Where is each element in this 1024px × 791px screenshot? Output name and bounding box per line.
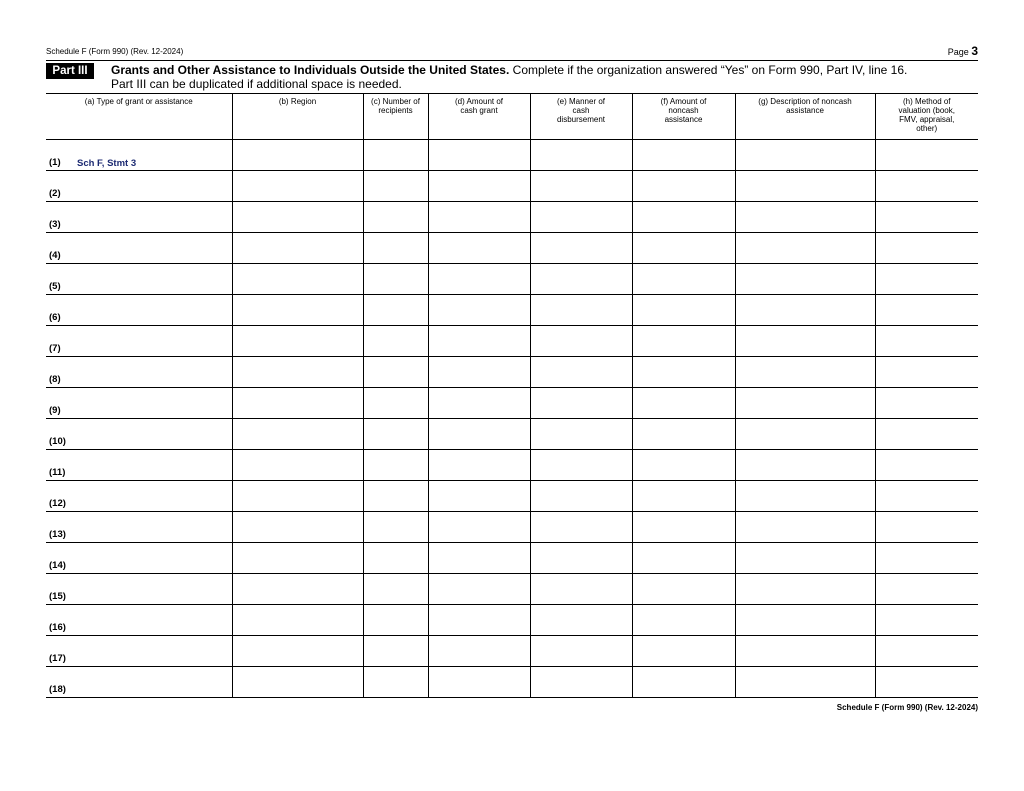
table-cell[interactable] <box>875 264 978 295</box>
type-of-grant-cell[interactable] <box>46 140 232 171</box>
table-cell[interactable] <box>632 233 735 264</box>
table-cell[interactable] <box>530 667 632 698</box>
table-cell[interactable] <box>530 574 632 605</box>
table-cell[interactable] <box>428 419 530 450</box>
table-row <box>46 171 978 202</box>
table-row <box>46 450 978 481</box>
table-cell[interactable] <box>632 419 735 450</box>
table-cell[interactable] <box>363 419 428 450</box>
column-header <box>428 94 530 140</box>
table-row <box>46 140 978 171</box>
table-cell[interactable] <box>735 171 875 202</box>
column-header <box>875 94 978 140</box>
table-cell[interactable] <box>875 419 978 450</box>
table-row <box>46 326 978 357</box>
type-of-grant-cell[interactable] <box>46 357 232 388</box>
row-number: (12) <box>49 498 66 509</box>
type-of-grant-cell[interactable] <box>46 419 232 450</box>
table-cell[interactable] <box>632 667 735 698</box>
table-cell[interactable] <box>428 450 530 481</box>
table-cell[interactable] <box>735 388 875 419</box>
table-cell[interactable] <box>232 481 363 512</box>
table-cell[interactable] <box>363 233 428 264</box>
part-badge: Part III <box>46 63 94 79</box>
table-cell[interactable] <box>530 512 632 543</box>
table-cell[interactable] <box>530 357 632 388</box>
row-number: (2) <box>49 188 61 199</box>
row-number: (4) <box>49 250 61 261</box>
table-cell[interactable] <box>363 450 428 481</box>
table-cell[interactable] <box>530 481 632 512</box>
table-cell[interactable] <box>530 605 632 636</box>
table-cell[interactable] <box>735 605 875 636</box>
table-cell[interactable] <box>632 357 735 388</box>
table-cell[interactable] <box>232 295 363 326</box>
row-number: (9) <box>49 405 61 416</box>
table-cell[interactable] <box>735 574 875 605</box>
table-cell[interactable] <box>875 605 978 636</box>
table-cell[interactable] <box>530 171 632 202</box>
table-cell[interactable] <box>232 233 363 264</box>
table-row <box>46 574 978 605</box>
table-cell[interactable] <box>632 605 735 636</box>
table-cell[interactable] <box>428 202 530 233</box>
table-cell[interactable] <box>530 295 632 326</box>
table-cell[interactable] <box>530 450 632 481</box>
table-cell[interactable] <box>530 326 632 357</box>
column-header-label: (c) Number of recipients <box>371 97 420 115</box>
page-number-value: 3 <box>971 44 978 58</box>
type-of-grant-cell[interactable] <box>46 450 232 481</box>
table-cell[interactable] <box>632 574 735 605</box>
table-cell[interactable] <box>363 264 428 295</box>
table-cell[interactable] <box>632 202 735 233</box>
table-cell[interactable] <box>428 140 530 171</box>
table-cell[interactable] <box>428 543 530 574</box>
table-row <box>46 543 978 574</box>
type-of-grant-cell[interactable] <box>46 295 232 326</box>
table-cell[interactable] <box>875 543 978 574</box>
table-cell[interactable] <box>875 481 978 512</box>
table-cell[interactable] <box>632 326 735 357</box>
table-cell[interactable] <box>428 636 530 667</box>
table-cell[interactable] <box>875 233 978 264</box>
type-of-grant-cell[interactable] <box>46 667 232 698</box>
page-number <box>948 44 978 58</box>
table-cell[interactable] <box>232 202 363 233</box>
table-cell[interactable] <box>530 140 632 171</box>
table-cell[interactable] <box>363 512 428 543</box>
type-of-grant-value: Sch F, Stmt 3 <box>77 158 137 169</box>
table-cell[interactable] <box>363 636 428 667</box>
table-cell[interactable] <box>632 481 735 512</box>
type-of-grant-cell[interactable] <box>46 636 232 667</box>
table-cell[interactable] <box>875 202 978 233</box>
table-cell[interactable] <box>875 636 978 667</box>
row-number: (5) <box>49 281 61 292</box>
table-cell[interactable] <box>530 388 632 419</box>
table-cell[interactable] <box>232 326 363 357</box>
table-cell[interactable] <box>875 388 978 419</box>
table-cell[interactable] <box>232 357 363 388</box>
table-cell[interactable] <box>428 295 530 326</box>
table-cell[interactable] <box>632 512 735 543</box>
row-number: (13) <box>49 529 66 540</box>
table-cell[interactable] <box>530 636 632 667</box>
type-of-grant-cell[interactable] <box>46 388 232 419</box>
table-cell[interactable] <box>232 450 363 481</box>
part-title: Grants and Other Assistance to Individuals Outside the United States. <box>111 63 510 77</box>
table-cell[interactable] <box>428 512 530 543</box>
table-cell[interactable] <box>632 450 735 481</box>
table-cell[interactable] <box>735 233 875 264</box>
row-number: (8) <box>49 374 61 385</box>
page-label: Page <box>947 47 969 57</box>
table-row <box>46 233 978 264</box>
table-cell[interactable] <box>428 233 530 264</box>
table-cell[interactable] <box>232 512 363 543</box>
column-header-label: (h) Method of valuation (book, FMV, appraisal, other) <box>898 97 955 133</box>
table-cell[interactable] <box>232 605 363 636</box>
table-cell[interactable] <box>735 419 875 450</box>
row-number: (11) <box>49 467 66 478</box>
table-cell[interactable] <box>735 295 875 326</box>
type-of-grant-cell[interactable] <box>46 171 232 202</box>
table-cell[interactable] <box>875 140 978 171</box>
column-header <box>363 94 428 140</box>
table-cell[interactable] <box>363 481 428 512</box>
table-cell[interactable] <box>363 543 428 574</box>
table-cell[interactable] <box>232 140 363 171</box>
table-cell[interactable] <box>875 326 978 357</box>
table-cell[interactable] <box>363 388 428 419</box>
table-cell[interactable] <box>632 543 735 574</box>
table-cell[interactable] <box>428 388 530 419</box>
table-cell[interactable] <box>875 574 978 605</box>
row-number: (6) <box>49 312 61 323</box>
table-cell[interactable] <box>632 636 735 667</box>
table-cell[interactable] <box>363 357 428 388</box>
table-cell[interactable] <box>632 295 735 326</box>
row-number: (18) <box>49 684 66 695</box>
table-cell[interactable] <box>428 171 530 202</box>
type-of-grant-cell[interactable] <box>46 481 232 512</box>
row-number: (16) <box>49 622 66 633</box>
table-cell[interactable] <box>735 450 875 481</box>
table-row <box>46 357 978 388</box>
table-cell[interactable] <box>232 419 363 450</box>
table-cell[interactable] <box>363 140 428 171</box>
table-cell[interactable] <box>735 202 875 233</box>
row-number: (1) <box>49 157 61 168</box>
part-description <box>111 63 981 91</box>
table-cell[interactable] <box>735 543 875 574</box>
table-cell[interactable] <box>232 264 363 295</box>
table-cell[interactable] <box>735 140 875 171</box>
table-cell[interactable] <box>363 326 428 357</box>
column-header <box>530 94 632 140</box>
table-cell[interactable] <box>232 388 363 419</box>
table-cell[interactable] <box>530 264 632 295</box>
table-cell[interactable] <box>735 326 875 357</box>
table-cell[interactable] <box>632 171 735 202</box>
table-cell[interactable] <box>428 264 530 295</box>
column-header-label: (f) Amount of noncash assistance <box>660 97 707 124</box>
page-header <box>46 44 978 61</box>
type-of-grant-cell[interactable] <box>46 512 232 543</box>
table-cell[interactable] <box>875 357 978 388</box>
grants-table <box>46 93 978 698</box>
table-cell[interactable] <box>735 264 875 295</box>
table-cell[interactable] <box>428 326 530 357</box>
column-header <box>632 94 735 140</box>
table-cell[interactable] <box>363 574 428 605</box>
table-cell[interactable] <box>428 667 530 698</box>
part-instruction-line2: Part III can be duplicated if additional space is needed. <box>111 77 402 91</box>
row-number: (10) <box>49 436 66 447</box>
table-cell[interactable] <box>632 264 735 295</box>
table-cell[interactable] <box>875 295 978 326</box>
table-row <box>46 419 978 450</box>
type-of-grant-cell[interactable] <box>46 264 232 295</box>
table-cell[interactable] <box>735 357 875 388</box>
column-header <box>232 94 363 140</box>
type-of-grant-cell[interactable] <box>46 233 232 264</box>
table-row <box>46 388 978 419</box>
type-of-grant-cell[interactable] <box>46 543 232 574</box>
table-row <box>46 295 978 326</box>
type-of-grant-cell[interactable] <box>46 202 232 233</box>
table-cell[interactable] <box>875 667 978 698</box>
table-cell[interactable] <box>735 512 875 543</box>
table-cell[interactable] <box>530 202 632 233</box>
column-header-label: (d) Amount of cash grant <box>454 97 504 115</box>
table-cell[interactable] <box>875 450 978 481</box>
page-footer: Schedule F (Form 990) (Rev. 12-2024) <box>836 703 978 712</box>
table-header-row <box>46 94 978 140</box>
table-cell[interactable] <box>632 388 735 419</box>
table-row <box>46 605 978 636</box>
column-header-label: (a) Type of grant or assistance <box>84 97 193 106</box>
column-header <box>46 94 232 140</box>
column-header-label: (e) Manner of cash disbursement <box>556 97 606 124</box>
table-cell[interactable] <box>363 202 428 233</box>
table-cell[interactable] <box>363 605 428 636</box>
table-cell[interactable] <box>530 543 632 574</box>
type-of-grant-cell[interactable] <box>46 605 232 636</box>
table-cell[interactable] <box>530 419 632 450</box>
table-cell[interactable] <box>428 605 530 636</box>
table-cell[interactable] <box>735 636 875 667</box>
table-cell[interactable] <box>232 667 363 698</box>
table-cell[interactable] <box>232 171 363 202</box>
table-cell[interactable] <box>735 667 875 698</box>
row-number: (15) <box>49 591 66 602</box>
row-number: (17) <box>49 653 66 664</box>
table-row <box>46 512 978 543</box>
row-number: (3) <box>49 219 61 230</box>
row-number: (7) <box>49 343 61 354</box>
table-body <box>46 140 978 698</box>
table-row <box>46 636 978 667</box>
table-cell[interactable] <box>735 481 875 512</box>
column-header <box>735 94 875 140</box>
table-cell[interactable] <box>428 574 530 605</box>
table-row <box>46 667 978 698</box>
table-cell[interactable] <box>875 171 978 202</box>
row-number: (14) <box>49 560 66 571</box>
table-cell[interactable] <box>632 140 735 171</box>
table-row <box>46 481 978 512</box>
table-cell[interactable] <box>363 171 428 202</box>
table-cell[interactable] <box>428 481 530 512</box>
type-of-grant-cell[interactable] <box>46 326 232 357</box>
column-header-label: (g) Description of noncash assistance <box>758 97 852 115</box>
table-cell[interactable] <box>363 295 428 326</box>
type-of-grant-cell[interactable] <box>46 574 232 605</box>
table-cell[interactable] <box>232 543 363 574</box>
table-cell[interactable] <box>232 574 363 605</box>
table-row <box>46 202 978 233</box>
table-cell[interactable] <box>363 667 428 698</box>
table-cell[interactable] <box>875 512 978 543</box>
table-row <box>46 264 978 295</box>
part-heading <box>46 62 978 92</box>
column-header-label: (b) Region <box>278 97 317 106</box>
table-cell[interactable] <box>428 357 530 388</box>
form-id: Schedule F (Form 990) (Rev. 12-2024) <box>46 47 184 56</box>
table-cell[interactable] <box>530 233 632 264</box>
table-cell[interactable] <box>232 636 363 667</box>
part-instruction-line1: Complete if the organization answered “Yes” on Form 990, Part IV, line 16. <box>512 63 908 77</box>
